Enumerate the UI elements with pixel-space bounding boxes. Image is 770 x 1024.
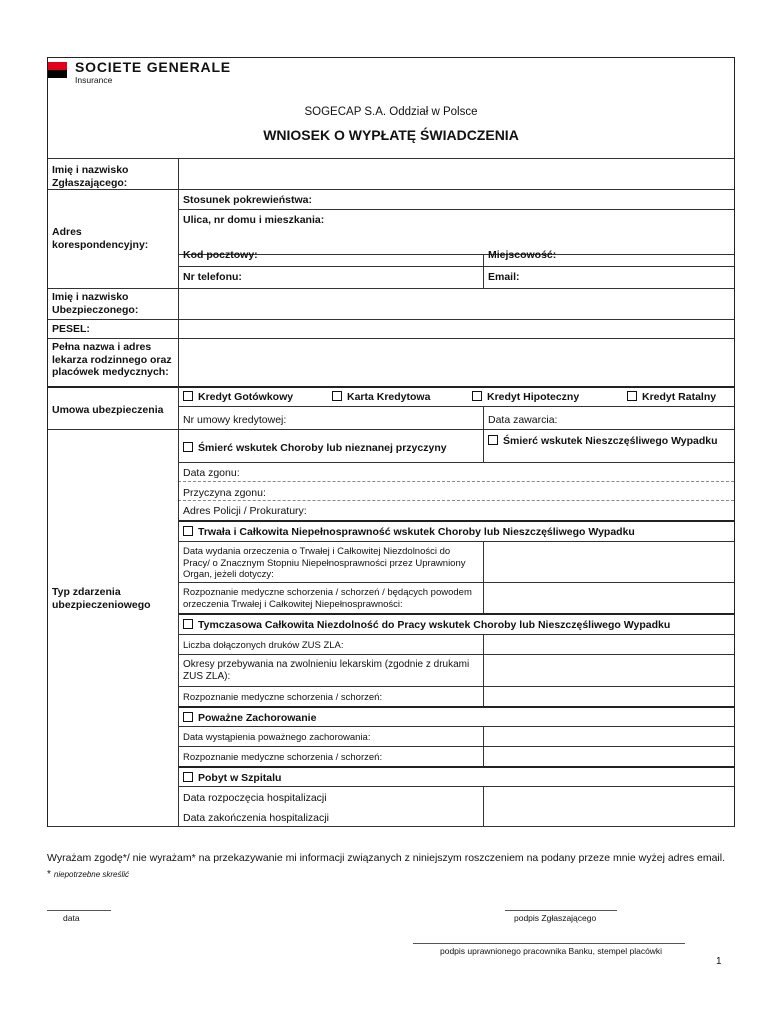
document-title: WNIOSEK O WYPŁATĘ ŚWIADCZENIA (263, 127, 519, 143)
pesel-label: PESEL: (52, 323, 90, 335)
checkbox-mortgage[interactable]: Kredyt Hipoteczny (468, 388, 618, 407)
checkbox-credit-card[interactable]: Karta Kredytowa (328, 388, 478, 407)
postal-code-field[interactable]: Kod pocztowy: (183, 249, 258, 261)
company-name: SOGECAP S.A. Oddział w Polsce (304, 106, 478, 118)
insured-name-label: Imię i nazwisko Ubezpieczonego: (52, 291, 139, 316)
claimant-signature-label: podpis Zgłaszającego (514, 913, 597, 923)
footnote (47, 869, 129, 880)
street-field[interactable]: Ulica, nr domu i mieszkania: (183, 214, 325, 226)
claimant-name-field[interactable] (179, 159, 733, 188)
email-field[interactable]: Email: (488, 271, 520, 283)
checkbox-icon[interactable] (332, 391, 342, 401)
logo-mark-icon (48, 62, 67, 78)
email-consent: Wyrażam zgodę*/ nie wyrażam* na przekazywanie mi informacji związanych z niniejszym roszczeniem na podany przeze mnie wyżej adres email. (47, 852, 726, 864)
hospital-start-label: Data rozpoczęcia hospitalizacji (183, 792, 327, 804)
bank-signature-line[interactable] (413, 943, 685, 944)
checkbox-serious-illness[interactable]: Poważne Zachorowanie (179, 709, 733, 728)
zus-count-label: Liczba dołączonych druków ZUS ZLA: (183, 640, 344, 651)
date-signature-line[interactable] (47, 910, 111, 911)
checkbox-death-illness[interactable]: Śmierć wskutek Choroby lub nieznanej przyczyny (179, 439, 481, 458)
city-field[interactable]: Miejscowość: (488, 249, 557, 261)
checkbox-icon[interactable] (183, 619, 193, 629)
doctor-field[interactable] (179, 339, 733, 385)
checkbox-installment-loan[interactable]: Kredyt Ratalny (623, 388, 734, 407)
logo-brand: SOCIETE GENERALE (75, 59, 231, 75)
relationship-field[interactable]: Stosunek pokrewieństwa: (183, 194, 312, 206)
phone-field[interactable]: Nr telefonu: (183, 271, 242, 283)
death-date-field[interactable]: Data zgonu: (183, 467, 240, 479)
hospital-end-label: Data zakończenia hospitalizacji (183, 812, 329, 824)
checkbox-temporary-incapacity[interactable]: Tymczasowa Całkowita Niezdolność do Pracy wskutek Choroby lub Nieszczęśliwego Wypadku (179, 616, 733, 635)
death-cause-field[interactable]: Przyczyna zgonu: (183, 487, 266, 499)
temp-diagnosis-label: Rozpoznanie medyczne schorzenia / schorzeń: (183, 692, 383, 703)
disability-date-field[interactable] (484, 543, 733, 581)
police-field[interactable]: Adres Policji / Prokuratury: (183, 505, 307, 517)
hospital-start-field[interactable] (484, 787, 733, 805)
illness-date-label: Data wystąpienia poważnego zachorowania: (183, 732, 371, 743)
illness-date-field[interactable] (484, 727, 733, 745)
checkbox-icon[interactable] (472, 391, 482, 401)
event-type-label: Typ zdarzenia ubezpieczeniowego (52, 586, 151, 611)
hospital-end-field[interactable] (484, 807, 733, 825)
checkbox-icon[interactable] (183, 772, 193, 782)
checkbox-icon[interactable] (627, 391, 637, 401)
pesel-field[interactable] (179, 320, 733, 337)
checkbox-icon[interactable] (183, 526, 193, 536)
logo-subtitle: Insurance (75, 75, 113, 85)
checkbox-icon[interactable] (488, 435, 498, 445)
claimant-name-label: Imię i nazwisko Zgłaszającego: (52, 164, 129, 189)
claim-form (47, 57, 735, 827)
claimant-signature-line[interactable] (505, 910, 617, 911)
disability-diagnosis-field[interactable] (484, 584, 733, 612)
loan-number-field[interactable]: Nr umowy kredytowej: (183, 414, 287, 426)
page-number: 1 (716, 956, 722, 967)
bank-signature-label: podpis uprawnionego pracownika Banku, stempel placówki (440, 946, 663, 956)
illness-diagnosis-label: Rozpoznanie medyczne schorzenia / schorzeń: (183, 752, 383, 763)
footnote-text: niepotrzebne skreślić (53, 870, 130, 879)
insured-name-field[interactable] (179, 289, 733, 318)
doctor-label: Pełna nazwa i adres lekarza rodzinnego oraz placówek medycznych: (52, 341, 172, 378)
zus-count-field[interactable] (484, 635, 733, 653)
footnote-star: * (47, 869, 51, 880)
leave-periods-label: Okresy przebywania na zwolnieniu lekarskim (zgodnie z drukami ZUS ZLA): (183, 659, 470, 682)
checkbox-hospital-stay[interactable]: Pobyt w Szpitalu (179, 769, 733, 788)
checkbox-icon[interactable] (183, 712, 193, 722)
temp-diagnosis-field[interactable] (484, 687, 733, 705)
date-label: data (63, 913, 80, 923)
checkbox-death-accident[interactable]: Śmierć wskutek Nieszczęśliwego Wypadku (484, 432, 733, 451)
address-label: Adres korespondencyjny: (52, 226, 149, 251)
checkbox-cash-loan[interactable]: Kredyt Gotówkowy (179, 388, 339, 407)
illness-diagnosis-field[interactable] (484, 747, 733, 765)
leave-periods-field[interactable] (484, 655, 733, 685)
contract-label: Umowa ubezpieczenia (52, 404, 164, 416)
checkbox-icon[interactable] (183, 391, 193, 401)
contract-date-field[interactable]: Data zawarcia: (488, 414, 558, 426)
disability-date-label: Data wydania orzeczenia o Trwałej i Całkowitej Niezdolności do Pracy/ o Znacznym Stopniu Niepełnosprawności przez Uprawniony Organ, jeżeli dotyczy: (183, 546, 466, 580)
checkbox-permanent-disability[interactable]: Trwała i Całkowita Niepełnosprawność wskutek Choroby lub Nieszczęśliwego Wypadku (179, 523, 733, 542)
disability-diagnosis-label: Rozpoznanie medyczne schorzenia / schorzeń / będących powodem orzeczenia Trwałej i Całkowitej Niepełnosprawności: (183, 587, 472, 610)
checkbox-icon[interactable] (183, 442, 193, 452)
